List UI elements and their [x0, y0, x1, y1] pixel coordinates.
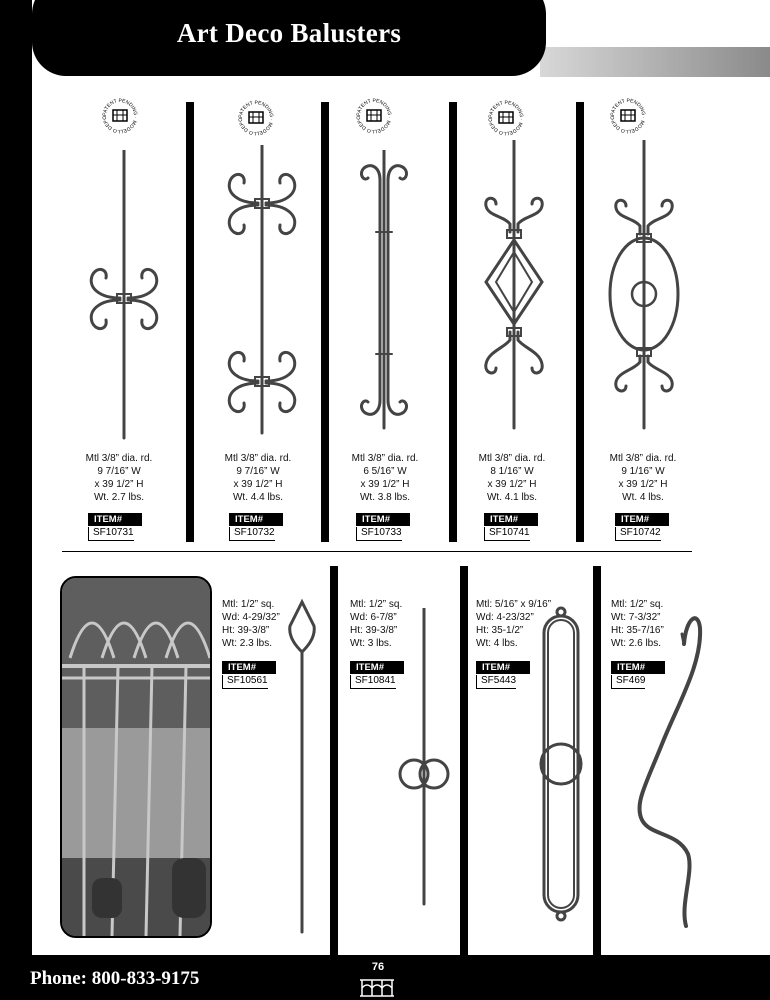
spec-line: Wt: 2.6 lbs. [611, 638, 662, 649]
baluster-sf10741-image [474, 140, 554, 430]
page-title: Art Deco Balusters [176, 18, 402, 48]
spec-line: 9 7/16” W [97, 466, 141, 477]
baluster-sf10841-image [396, 608, 452, 908]
baluster-sf5443-image [536, 606, 586, 926]
installed-fence-photo [60, 576, 212, 938]
column-divider [321, 102, 329, 542]
product-spec [476, 598, 586, 650]
spec-line: Wt. 2.7 lbs. [93, 492, 144, 503]
spec-line: Ht: 35-1/2” [476, 625, 524, 636]
column-divider [460, 566, 468, 956]
item-number: SF10733 [356, 527, 402, 541]
spec-line: Wd: 6-7/8” [350, 612, 397, 623]
item-label: ITEM# [476, 661, 530, 674]
spec-line: Mtl 3/8” dia. rd. [224, 453, 292, 464]
item-label: ITEM# [615, 513, 669, 526]
item-number: SF5443 [476, 675, 516, 689]
product-spec [222, 598, 332, 650]
spec-line: 6 5/16” W [363, 466, 407, 477]
spec-line: x 39 1/2” H [618, 479, 668, 490]
spec-line: 8 1/16” W [490, 466, 534, 477]
spec-line: Mtl 3/8” dia. rd. [351, 453, 419, 464]
item-number: SF469 [611, 675, 645, 689]
spec-line: Wt: 3 lbs. [350, 638, 392, 649]
header-gradient-band [540, 47, 770, 77]
item-label: ITEM# [222, 661, 276, 674]
spec-line: Mtl 3/8” dia. rd. [85, 453, 153, 464]
spec-line: x 39 1/2” H [233, 479, 283, 490]
column-divider [593, 566, 601, 956]
svg-text:PATENT PENDING · MODELLO DEPOS: PATENT PENDING · MODELLO DEPO [355, 97, 393, 135]
column-divider [449, 102, 457, 542]
spec-line: Mtl 3/8” dia. rd. [478, 453, 546, 464]
section-divider [62, 551, 692, 552]
item-label: ITEM# [356, 513, 410, 526]
spec-line: Wt: 7-3/32” [611, 612, 661, 623]
patent-pending-seal-icon [236, 98, 276, 138]
product-spec [64, 452, 174, 504]
spec-line: 9 1/16” W [621, 466, 665, 477]
baluster-sf469-image [628, 604, 708, 928]
baluster-sf10731-image [80, 150, 170, 440]
footer-phone: Phone: 800-833-9175 [30, 968, 200, 989]
spec-line: Wt. 3.8 lbs. [359, 492, 410, 503]
product-spec [203, 452, 313, 504]
baluster-sf10733-image [352, 150, 417, 430]
baluster-sf10732-image [218, 145, 308, 435]
item-number: SF10561 [222, 675, 268, 689]
spec-line: Mtl: 1/2” sq. [350, 599, 403, 610]
spec-line: 9 7/16” W [236, 466, 280, 477]
spec-line: Mtl: 1/2” sq. [611, 599, 664, 610]
item-number: SF10841 [350, 675, 396, 689]
spec-line: x 39 1/2” H [487, 479, 537, 490]
product-spec [588, 452, 698, 504]
spec-line: Wt. 4 lbs. [622, 492, 664, 503]
spec-line: Wt: 2.3 lbs. [222, 638, 273, 649]
product-spec [457, 452, 567, 504]
spec-line: Wt. 4.4 lbs. [232, 492, 283, 503]
page-number: 76 [371, 961, 385, 973]
svg-text:PATENT PENDING · MODELLO DEPOS: PATENT PENDING · MODELLO DEPO [487, 99, 525, 137]
item-number: SF10731 [88, 527, 134, 541]
product-spec [350, 598, 460, 650]
patent-pending-seal-icon [354, 96, 394, 136]
spec-line: Ht: 35-7/16” [611, 625, 664, 636]
item-number: SF10742 [615, 527, 661, 541]
spec-line: Ht: 39-3/8” [350, 625, 398, 636]
item-number: SF10732 [229, 527, 275, 541]
item-label: ITEM# [484, 513, 538, 526]
spec-line: Ht: 39-3/8” [222, 625, 270, 636]
product-spec [330, 452, 440, 504]
spec-line: Wt. 4.1 lbs. [486, 492, 537, 503]
svg-text:PATENT PENDING · MODELLO DEPOS: PATENT PENDING · MODELLO DEPO [101, 97, 139, 135]
patent-pending-seal-icon [608, 96, 648, 136]
item-label: ITEM# [611, 661, 665, 674]
patent-pending-seal-icon [486, 98, 526, 138]
spec-line: Mtl: 1/2” sq. [222, 599, 275, 610]
svg-text:PATENT PENDING · MODELLO DEPOS: PATENT PENDING · MODELLO DEPO [609, 97, 647, 135]
column-divider [186, 102, 194, 542]
baluster-sf10742-image [604, 140, 684, 430]
column-divider [576, 102, 584, 542]
spec-line: Wd: 4-29/32” [222, 612, 280, 623]
spec-line: Wd: 4-23/32” [476, 612, 534, 623]
patent-pending-seal-icon [100, 96, 140, 136]
svg-text:PATENT PENDING · MODELLO DEPOS: PATENT PENDING · MODELLO DEPO [237, 99, 275, 137]
product-spec [611, 598, 721, 650]
spec-line: Mtl: 5/16” x 9/16” [476, 599, 552, 610]
spec-line: x 39 1/2” H [360, 479, 410, 490]
item-label: ITEM# [88, 513, 142, 526]
spec-line: x 39 1/2” H [94, 479, 144, 490]
item-number: SF10741 [484, 527, 530, 541]
spec-line: Mtl 3/8” dia. rd. [609, 453, 677, 464]
item-label: ITEM# [229, 513, 283, 526]
item-label: ITEM# [350, 661, 404, 674]
spec-line: Wt: 4 lbs. [476, 638, 518, 649]
fence-logo-icon [360, 976, 394, 998]
